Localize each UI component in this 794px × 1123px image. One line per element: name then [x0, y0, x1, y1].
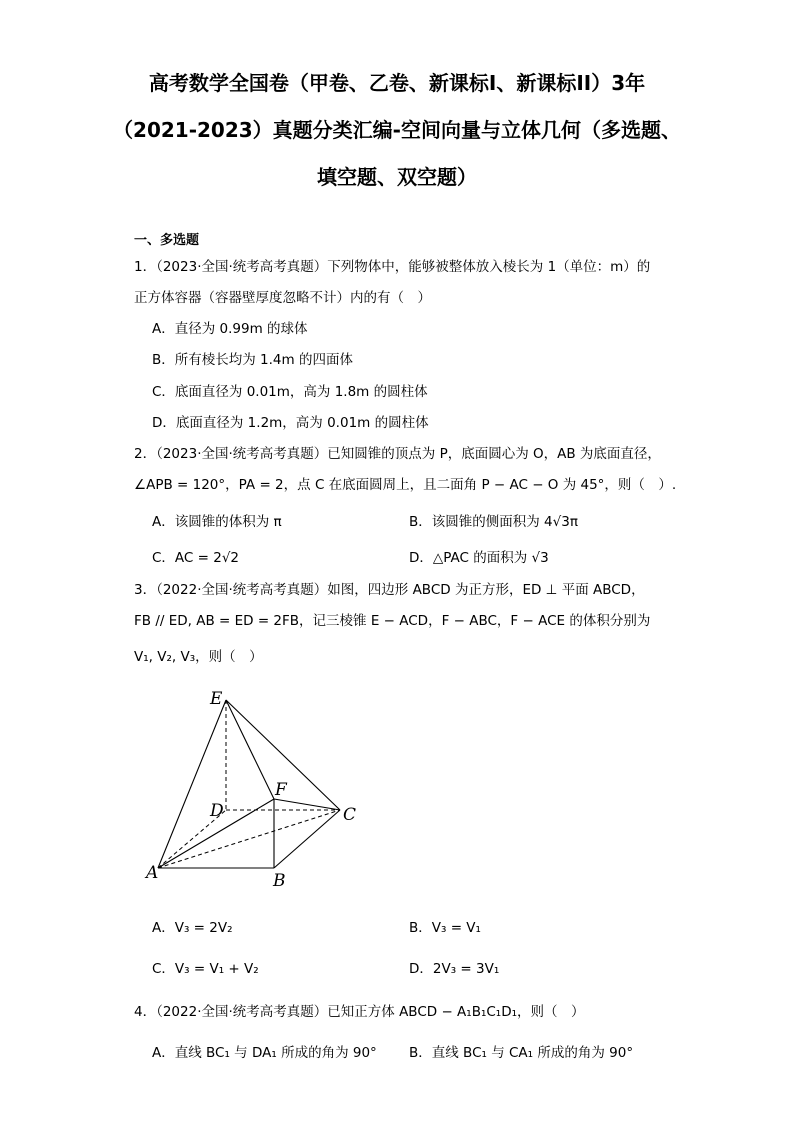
geometry-figure — [130, 678, 380, 898]
q1-stem-line-1: 1．（2023·全国·统考高考真题）下列物体中，能够被整体放入棱长为 1（单位：m）的 — [134, 259, 651, 275]
q1-option-c: C．底面直径为 0.01m，高为 1.8m 的圆柱体 — [152, 384, 428, 400]
edge-ea — [158, 700, 226, 868]
q4-option-b: B．直线 BC₁ 与 CA₁ 所成的角为 90° — [409, 1045, 634, 1061]
edge-ef — [226, 700, 274, 799]
q3-stem-line-1: 3．（2022·全国·统考高考真题）如图，四边形 ABCD 为正方形，ED ⊥ 平面 ABCD， — [134, 582, 645, 598]
label-f: F — [275, 780, 287, 800]
q3-stem-line-2: FB // ED, AB = ED = 2FB，记三棱锥 E − ACD，F − ABC，F − ACE 的体积分别为 — [134, 613, 651, 629]
q1-option-b: B．所有棱长均为 1.4m 的四面体 — [152, 352, 353, 368]
label-c: C — [343, 805, 357, 825]
q3-stem-line-3: V₁, V₂, V₃，则（ ） — [134, 649, 263, 665]
q3-option-c: C．V₃ = V₁ + V₂ — [152, 961, 259, 977]
q1-option-a: A．直径为 0.99m 的球体 — [152, 321, 308, 337]
document-title — [100, 60, 694, 201]
q1-option-d: D．底面直径为 1.2m，高为 0.01m 的圆柱体 — [152, 415, 429, 431]
q3-option-d: D．2V₃ = 3V₁ — [409, 961, 500, 977]
title-line-1: 高考数学全国卷（甲卷、乙卷、新课标I、新课标II）3年 — [148, 71, 646, 95]
q3-option-a: A．V₃ = 2V₂ — [152, 920, 233, 936]
q2-stem-line-2: ∠APB = 120°，PA = 2，点 C 在底面圆周上，且二面角 P − AC − O 为 45°，则（ ）. — [134, 477, 677, 493]
label-e: E — [210, 689, 223, 709]
section-heading: 一、多选题 — [134, 233, 200, 248]
title-line-2: （2021-2023）真题分类汇编-空间向量与立体几何（多选题、 — [113, 118, 681, 142]
title-line-3: 填空题、双空题） — [317, 165, 477, 189]
label-d: D — [210, 801, 224, 821]
q1-stem-line-2: 正方体容器（容器壁厚度忽略不计）内的有（ ） — [134, 290, 431, 306]
edge-bc — [274, 810, 340, 868]
edge-ac-hidden — [158, 810, 340, 868]
q2-option-a: A．该圆锥的体积为 π — [152, 514, 282, 530]
q2-stem-line-1: 2．（2023·全国·统考高考真题）已知圆锥的顶点为 P，底面圆心为 O，AB 为底面直径， — [134, 446, 661, 462]
q2-option-b: B．该圆锥的侧面积为 4√3π — [409, 514, 578, 530]
q2-option-d: D．△PAC 的面积为 √3 — [409, 550, 549, 566]
q4-option-a: A．直线 BC₁ 与 DA₁ 所成的角为 90° — [152, 1045, 377, 1061]
label-b: B — [273, 871, 286, 891]
q3-option-b: B．V₃ = V₁ — [409, 920, 481, 936]
q2-option-c: C．AC = 2√2 — [152, 550, 240, 566]
q4-stem-line-1: 4．（2022·全国·统考高考真题）已知正方体 ABCD − A₁B₁C₁D₁，则（ ） — [134, 1004, 585, 1020]
label-a: A — [146, 863, 159, 883]
